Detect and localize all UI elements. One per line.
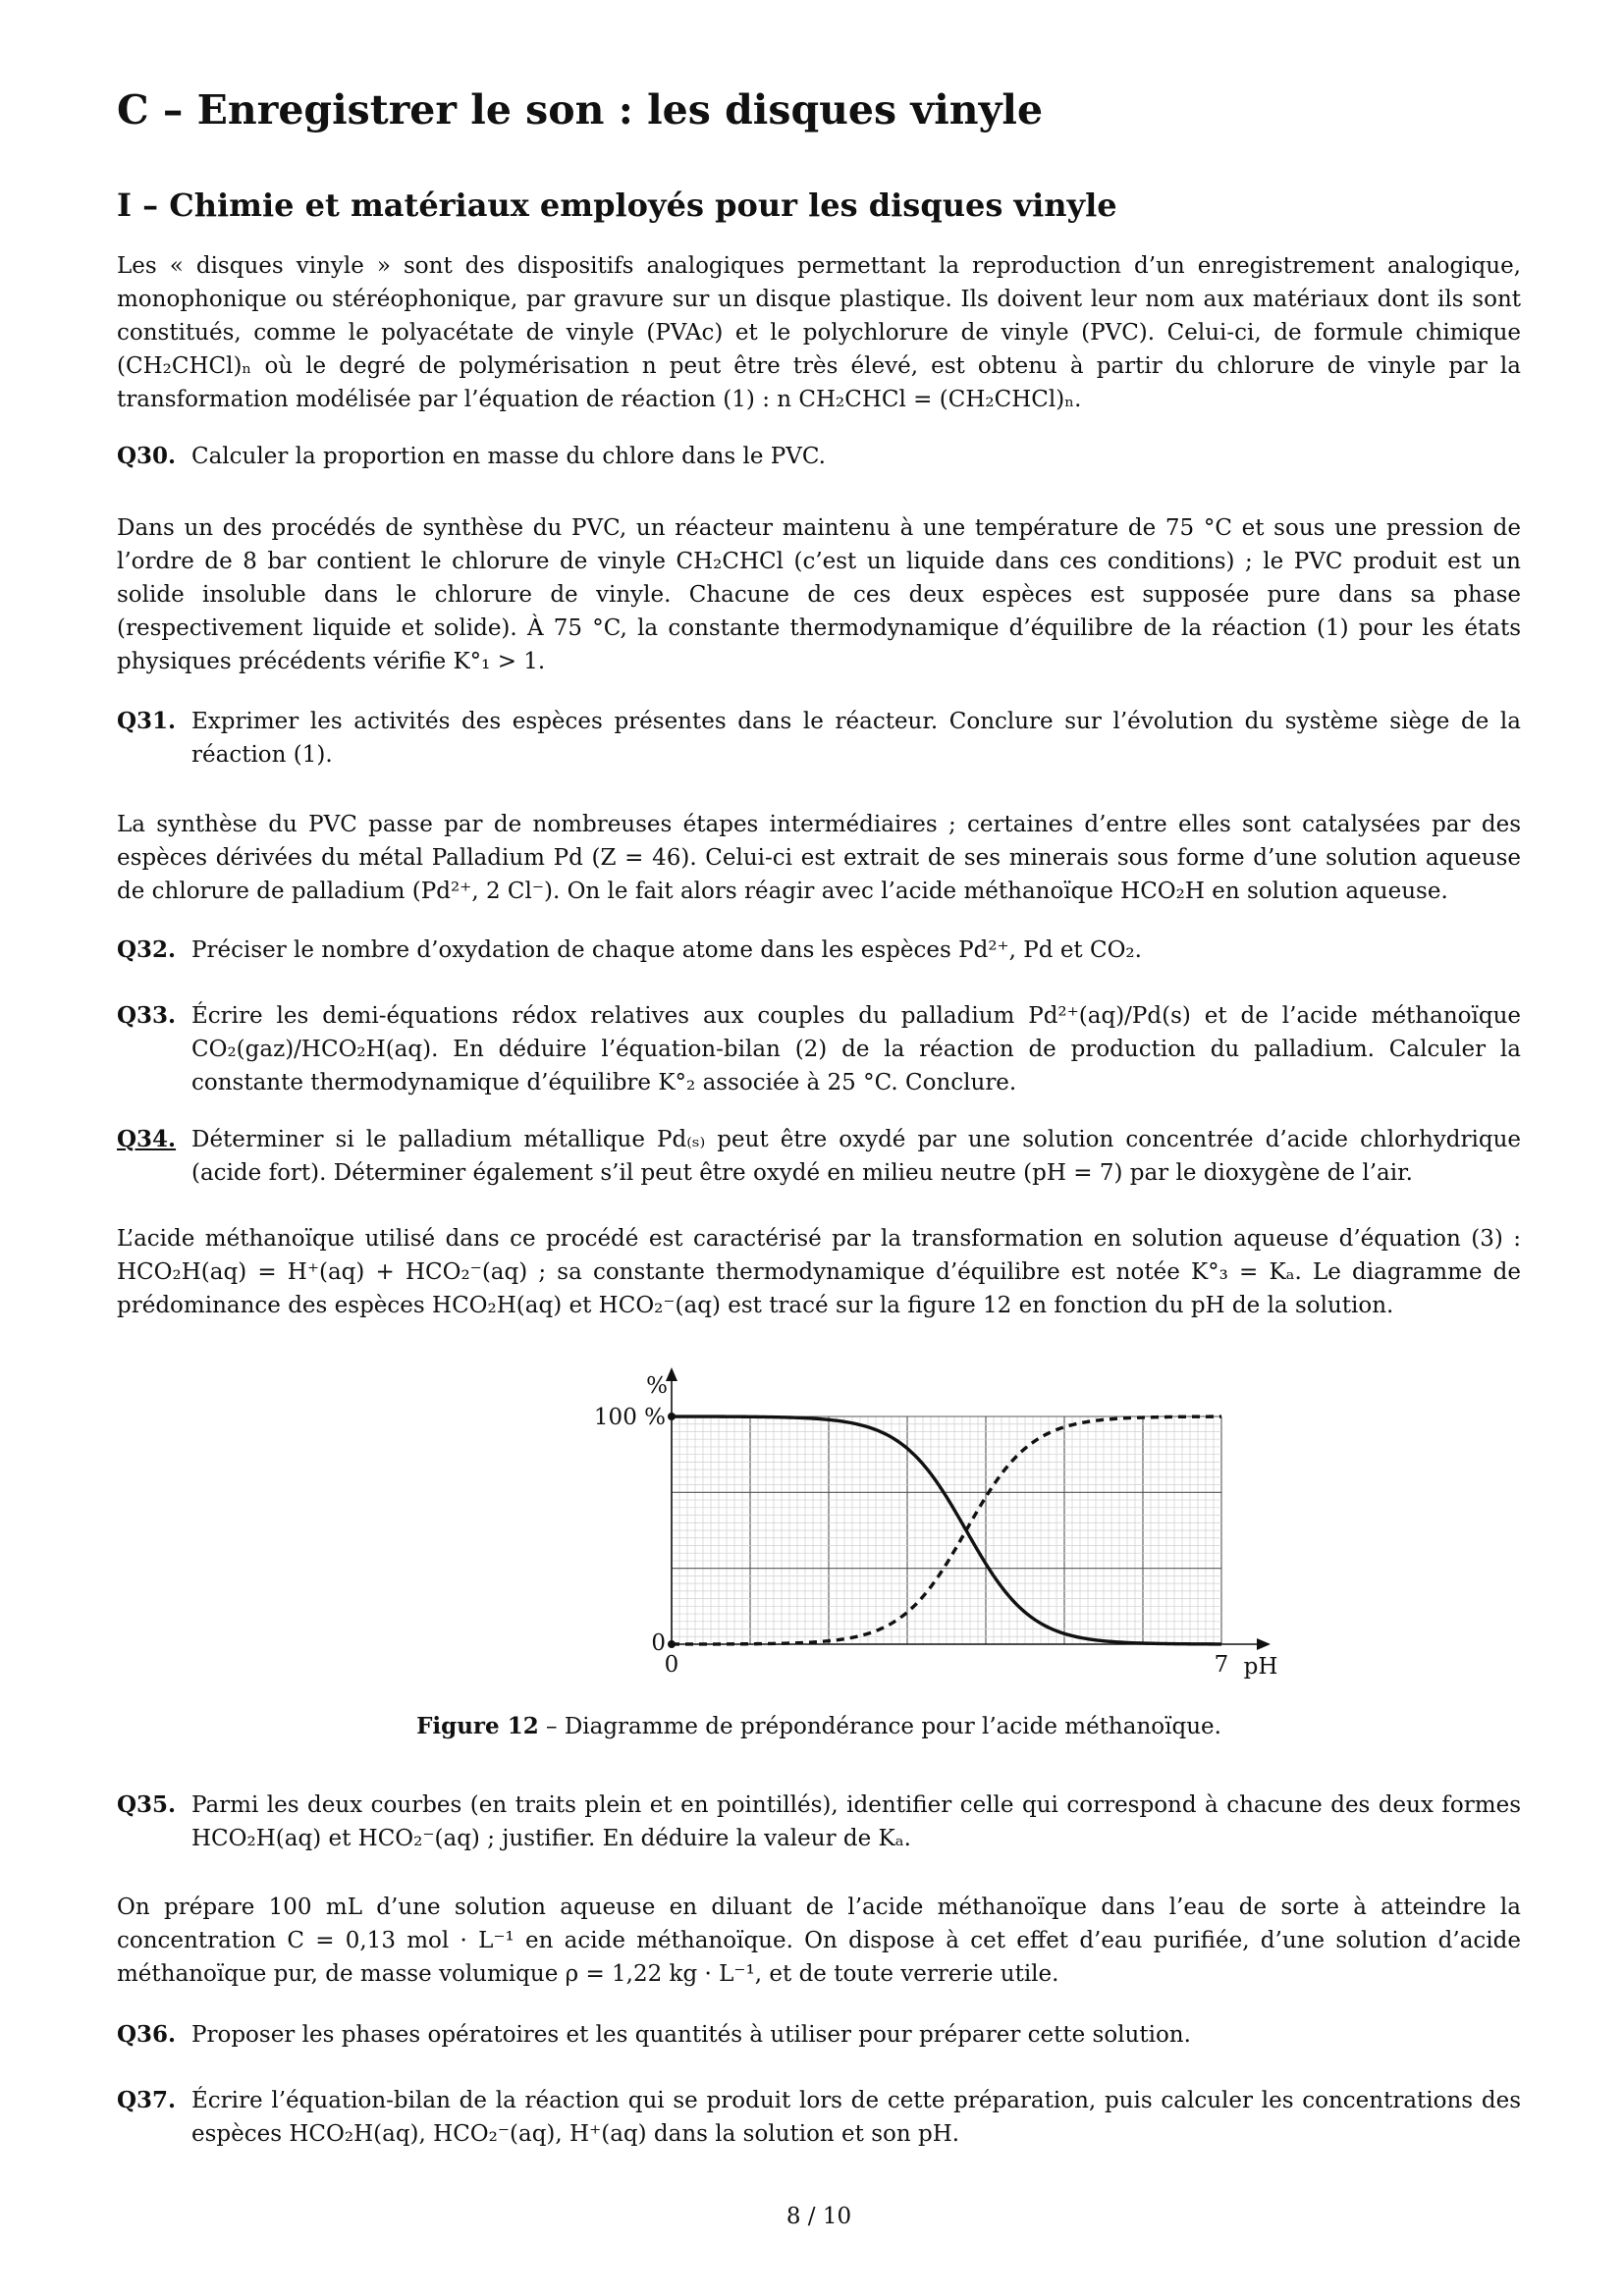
question-text: Déterminer si le palladium métallique Pd₍ₛ₎ peut être oxydé par une solution concentrée d’acide chlorhydrique (acide fort). Déterminer également s’il peut être oxydé en milieu neutre (pH = 7) par le dioxygène de l’air. [191,1127,1521,1186]
question-label: Q32. [117,936,177,963]
question-label: Q35. [117,1791,177,1818]
question-text: Calculer la proportion en masse du chlore dans le PVC. [191,444,826,469]
page-number: 8 / 10 [785,2204,852,2229]
x-axis-label: pH [1243,1654,1278,1680]
question-label: Q34. [117,1126,177,1152]
question-q32 [117,934,1521,967]
question-q36 [117,2018,1521,2052]
acid-paragraph: L’acide méthanoïque utilisé dans ce procédé est caractérisé par la transformation en solution aqueuse d’équation (3) : HCO₂H(aq) = H⁺(aq) + HCO₂⁻(aq) ; sa constante thermodynamique d’équilibre est notée K°₃ = Kₐ. Le diagramme de prédominance des espèces HCO₂H(aq) et HCO₂⁻(aq) est tracé sur la figure 12 en fonction du pH de la solution. [117,1226,1521,1318]
figure-caption [117,1713,1521,1739]
x-tick-label-0: 0 [664,1652,679,1678]
section-title: C – Enregistrer le son : les disques vinyle [117,86,1044,133]
question-text: Préciser le nombre d’oxydation de chaque atome dans les espèces Pd²⁺, Pd et CO₂. [191,937,1142,963]
question-q35 [117,1789,1521,1855]
caption-label: Figure 12 [416,1713,539,1739]
question-q30 [117,440,1521,473]
x-axis-arrow [1257,1638,1271,1650]
y-tick-label-0: 0 [651,1630,666,1656]
question-text: Proposer les phases opératoires et les quantités à utiliser pour préparer cette solution. [191,2022,1191,2048]
question-text: Exprimer les activités des espèces présentes dans le réacteur. Conclure sur l’évolution du système siège de la réaction (1). [191,709,1521,768]
question-label: Q33. [117,1002,177,1029]
question-label: Q30. [117,443,177,469]
question-text: Écrire les demi-équations rédox relatives aux couples du palladium Pd²⁺(aq)/Pd(s) et de l’acide méthanoïque CO₂(gaz)/HCO₂H(aq). En déduire l’équation-bilan (2) de la réaction de production du palladium. Calculer la constante thermodynamique d’équilibre K°₂ associée à 25 °C. Conclure. [191,1003,1521,1095]
question-label: Q37. [117,2087,177,2113]
x-tick-label-7: 7 [1214,1652,1229,1678]
question-label: Q36. [117,2021,177,2048]
question-text: Parmi les deux courbes (en traits plein et en pointillés), identifier celle qui correspond à chacune des deux formes HCO₂H(aq) et HCO₂⁻(aq) ; justifier. En déduire la valeur de Kₐ. [191,1792,1521,1851]
question-q33 [117,999,1521,1099]
preparation-paragraph: On prépare 100 mL d’une solution aqueuse en diluant de l’acide méthanoïque dans l’eau de sorte à atteindre la concentration C = 0,13 mol · L⁻¹ en acide méthanoïque. On dispose à cet effet d’eau purifiée, d’une solution d’acide méthanoïque pur, de masse volumique ρ = 1,22 kg · L⁻¹, et de toute verrerie utile. [117,1895,1521,1987]
question-q31 [117,705,1521,772]
intro-paragraph: Les « disques vinyle » sont des dispositifs analogiques permettant la reproduction d’un enregistrement analogique, monophonique ou stéréophonique, par gravure sur un disque plastique. Ils doivent leur nom aux matériaux dont ils sont constitués, comme le polyacétate de vinyle (PVAc) et le polychlorure de vinyle (PVC). Celui-ci, de formule chimique (CH₂CHCl)ₙ où le degré de polymérisation n peut être très élevé, est obtenu à partir du chlorure de vinyle par la transformation modélisée par l’équation de réaction (1) : n CH₂CHCl = (CH₂CHCl)ₙ. [117,253,1521,412]
y-axis-label: % [646,1373,668,1399]
predominance-chart [441,1360,1295,1693]
question-text: Écrire l’équation-bilan de la réaction qui se produit lors de cette préparation, puis calculer les concentrations des espèces HCO₂H(aq), HCO₂⁻(aq), H⁺(aq) dans la solution et son pH. [191,2088,1521,2147]
caption-text: – Diagramme de prépondérance pour l’acide méthanoïque. [538,1714,1221,1739]
question-q37 [117,2084,1521,2151]
figure-12 [441,1360,1295,1693]
subsection-title: I – Chimie et matériaux employés pour les disques vinyle [117,187,1117,224]
question-label: Q31. [117,708,177,734]
y-tick-label-100: 100 % [593,1405,666,1430]
question-q34 [117,1123,1521,1190]
synthesis-paragraph: Dans un des procédés de synthèse du PVC, un réacteur maintenu à une température de 75 °C et sous une pression de l’ordre de 8 bar contient le chlorure de vinyle CH₂CHCl (c’est un liquide dans ces conditions) ; le PVC produit est un solide insoluble dans le chlorure de vinyle. Chacune de ces deux espèces est supposée pure dans sa phase (respectivement liquide et solide). À 75 °C, la constante thermodynamique d’équilibre de la réaction (1) pour les états physiques précédents vérifie K°₁ > 1. [117,515,1521,674]
palladium-paragraph: La synthèse du PVC passe par de nombreuses étapes intermédiaires ; certaines d’entre elles sont catalysées par des espèces dérivées du métal Palladium Pd (Z = 46). Celui-ci est extrait de ses minerais sous forme d’une solution aqueuse de chlorure de palladium (Pd²⁺, 2 Cl⁻). On le fait alors réagir avec l’acide méthanoïque HCO₂H en solution aqueuse. [117,812,1521,904]
